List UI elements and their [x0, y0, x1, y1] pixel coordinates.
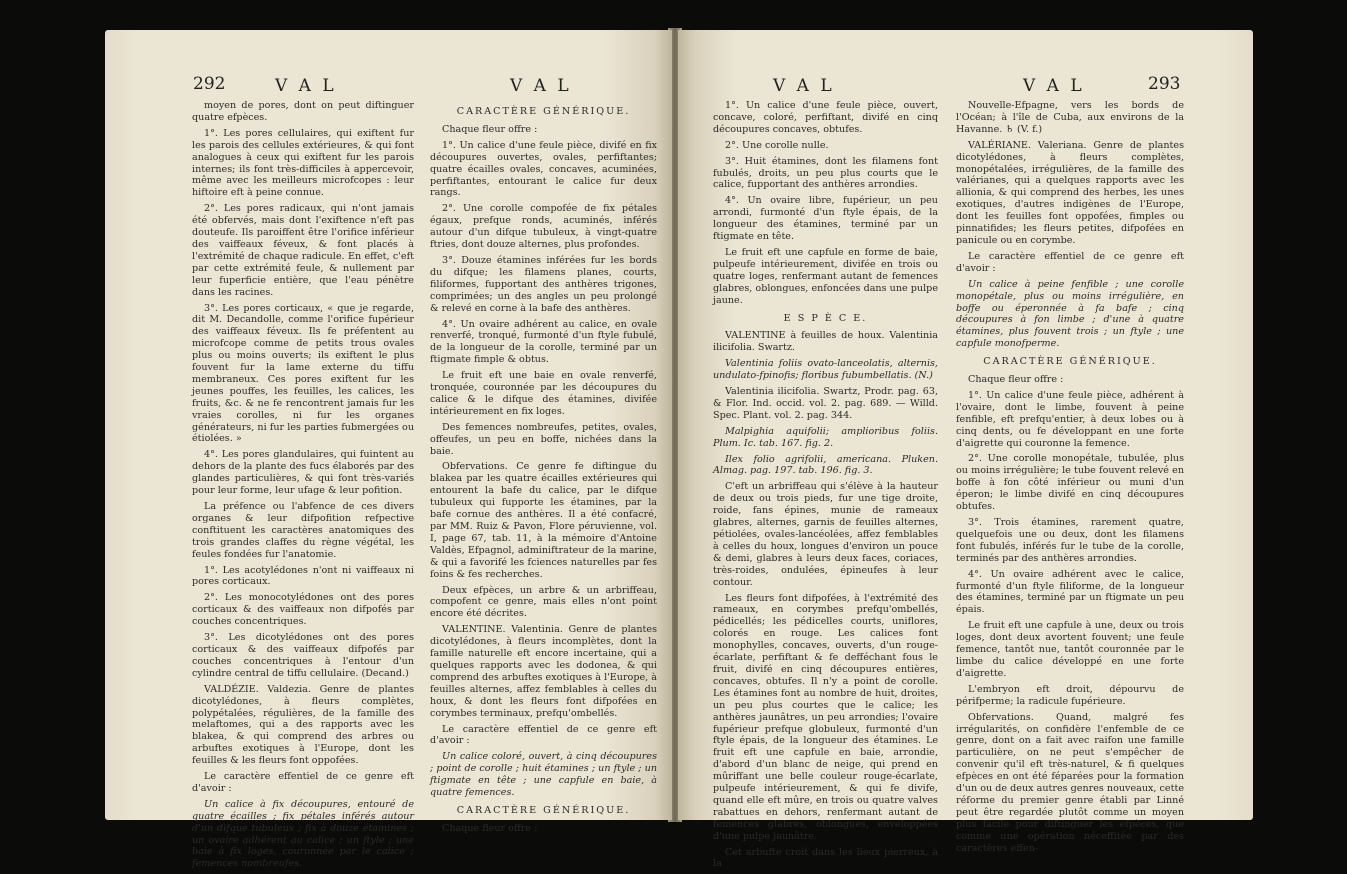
paragraph: Le fruit eft une baie en ovale renverfé, tronquée, couronnée par les découpures du calice & le difque des étamines, divifée intérieurement en fix loges. [430, 370, 657, 417]
paragraph: 2°. Les monocotylédones ont des pores corticaux & des vaiffeaux non difpofés par couches concentriques. [192, 592, 414, 628]
paragraph: E S P È C E. [783, 312, 868, 324]
paragraph: C'eft un arbriffeau qui s'élève à la hauteur de deux ou trois pieds, fur une tige droite, roide, fans épines, munie de rameaux glabres, alternes, garnis de feuilles alternes, pétiolées, ovales-lancéolées, affez femblables à celles du houx, longues d'environ un pouce & demi, glabres à leurs deux faces, coriaces, très-roides, ondulées, épineufes à leur contour. [713, 481, 938, 588]
text-column-1 [713, 100, 938, 874]
paragraph: Valentinia ilicifolia. Swartz, Prodr. pag. 63, & Flor. Ind. occid. vol. 2. pag. 689. — Willd. Spec. Plant. vol. 2. pag. 344. [713, 386, 938, 421]
paragraph: Un calice à fix découpures, entouré de quatre écailles ; fix pétales inférés autour d'un difque tubuleux ; fix à douze étamines ; un ovaire adhérent au calice ; un ftyle ; une baie à fix loges, couronnée par le calice ; femences nombreufes. [192, 798, 414, 870]
paragraph: CARACTÈRE GÉNÉRIQUE. [456, 804, 631, 816]
paragraph: Un calice coloré, ouvert, à cinq découpures ; point de corolle ; huit étamines ; un ftyle ; un ftigmate en tête ; une capfule en baie, à quatre femences. [430, 751, 657, 799]
paragraph: La préfence ou l'abfence de ces divers organes & leur difpofition refpective conftituent les caractères anatomiques des trois grandes claffes du règne végétal, les feules fondées fur l'anatomie. [192, 501, 414, 560]
text-column-2 [430, 100, 657, 839]
paragraph: 2°. Les pores radicaux, qui n'ont jamais été obfervés, mais dont l'exiftence n'eft pas douteufe. Ils paroiffent être l'orifice inférieur des vaiffeaux féveux, & font placés à l'extrémité de chaque radicule. En effet, c'eft par cette extrémité feule, & nullement par leur fuperficie entière, que l'eau pénètre dans les racines. [192, 203, 414, 298]
paragraph: 3°. Huit étamines, dont les filamens font fubulés, droits, un peu plus courts que le calice, fupportant des anthères arrondies. [713, 155, 938, 191]
paragraph: CARACTÈRE GÉNÉRIQUE. [456, 106, 631, 117]
paragraph: Nouvelle-Efpagne, vers les bords de l'Océan; à l'île de Cuba, aux environs de la Havanne. ♄ (V. f.) [956, 100, 1184, 135]
paragraph: Obfervations. Quand, malgré fes irrégularités, on confidère l'enfemble de ce genre, dont on a fait avec raifon une famille particulière, on ne peut s'empêcher de convenir qu'il eft très-naturel, & fi quelques efpèces en ont été féparées pour la formation d'un ou de deux autres genres nouveaux, cette réforme du premier genre établi par Linné peut être regardée plutôt comme un moyen plus facile pour diftinguer les efpèces, que comme une opération néceffitée par des caractères effen- [956, 711, 1184, 854]
paragraph: 1°. Un calice d'une feule pièce, adhérent à l'ovaire, dont le limbe, fouvent à peine fenfible, eft prefqu'entier, à deux lobes ou à cinq dents, ou fe développant en une forte d'aigrette qui couronne la femence. [956, 389, 1184, 449]
paragraph: 1°. Les acotylédones n'ont ni vaiffeaux ni pores corticaux. [192, 564, 414, 588]
paragraph: Le fruit eft une capfule à une, deux ou trois loges, dont deux avortent fouvent; une feule femence, tantôt nue, tantôt couronnée par le limbe du calice développé en une forte d'aigrette. [956, 620, 1184, 679]
paragraph: VALENTINE à feuilles de houx. Valentinia ilicifolia. Swartz. [713, 330, 938, 354]
paragraph: Les fleurs font difpofées, à l'extrémité des rameaux, en corymbes prefqu'ombellés, pédicellés; les pédicelles courts, uniflores, colorés en rouge. Les calices font monophylles, concaves, ouverts, d'un rouge-écarlate, perfiftant & fe defféchant fous le fruit, divifé en cinq découpures entières, concaves, obtufes. Il n'y a point de corolle. Les étamines font au nombre de huit, droites, un peu plus courtes que le calice; les anthères jaunâtres, un peu arrondies; l'ovaire fupérieur prefque globuleux, furmonté d'un ftyle épais, de la longueur des étamines. Le fruit eft une capfule en baie, arrondie, d'abord d'un blanc de neige, qui prend en mûriffant une belle couleur rouge-écarlate, pulpeufe intérieurement, & qui fe divife, quand elle eft mûre, en trois ou quatre valves rabattues en dehors, renfermant autant de femences glabres, oblongues, enveloppées d'une pulpe jaunâtre. [713, 592, 938, 842]
paragraph: 4°. Un ovaire adhérent avec le calice, furmonté d'un ftyle filiforme, de la longueur des étamines, terminé par un ftigmate un peu épais. [956, 568, 1184, 616]
paragraph: 3°. Douze étamines inférées fur les bords du difque; les filamens planes, courts, filiformes, fupportant des anthères trigones, comprimées; un des angles un peu prolongé & relevé en corne à la bafe des anthères. [430, 254, 657, 314]
paragraph: 3°. Trois étamines, rarement quatre, quelquefois une ou deux, dont les filamens font fubulés, inférés fur le tube de la corolle, terminés par des anthères arrondies. [956, 517, 1184, 564]
paragraph: 3°. Les pores corticaux, « que je regarde, dit M. Decandolle, comme l'orifice fupérieur des vaiffeaux féveux. Ils fe préfentent au microfcope comme de petits trous ovales plus ou moins ouverts; ils exiftent le plus fouvent fur la lame externe du tiffu membraneux. Ces pores exiftent fur les jeunes pouffes, les feuilles, les calices, les fruits, &c. & ne fe rencontrent jamais fur les vraies corolles, ni fur les organes générateurs, ni fur les parties fubmergées ou étiolées. » [192, 302, 414, 445]
paragraph: Le caractère effentiel de ce genre eft d'avoir : [192, 771, 414, 794]
paragraph: Chaque fleur offre : [442, 822, 538, 834]
paragraph: 3°. Les dicotylédones ont des pores corticaux & des vaiffeaux difpofés par couches concentriques à l'entour d'un cylindre central de tiffu cellulaire. (Decand.) [192, 632, 414, 679]
page-number: 293 [1148, 74, 1181, 94]
left-page [105, 30, 672, 870]
paragraph: Malpighia aquifolii; amplioribus foliis. Plum. Ic. tab. 167. fig. 2. [713, 425, 938, 449]
paragraph: 4°. Un ovaire libre, fupérieur, un peu arrondi, furmonté d'un ftyle épais, de la longueur des étamines, terminé par un ftigmate en tête. [713, 195, 938, 243]
text-column-1 [192, 100, 414, 874]
text-column-2 [956, 100, 1184, 858]
running-head-left: V A L [275, 76, 337, 96]
paragraph: VALENTINE. Valentinia. Genre de plantes dicotylédones, à fleurs incomplètes, dont la famille naturelle eft encore incertaine, qui a quelques rapports avec les dodonea, & qui comprend des arbuftes exotiques à l'Europe, à feuilles alternes, affez femblables à celles du houx, & dont les fleurs font difpofées en corymbes terminaux, prefqu'ombellés. [430, 624, 657, 719]
paragraph: Valentinia foliis ovato-lanceolatis, alternis, undulato-fpinofis; floribus fubumbellatis. (N.) [713, 358, 938, 382]
paragraph: 2°. Une corolle nulle. [725, 139, 829, 151]
paragraph: Ilex folio agrifolii, americana. Pluken. Almag. pag. 197. tab. 196. fig. 3. [713, 453, 938, 477]
paragraph: VALDÉZIE. Valdezia. Genre de plantes dicotylédones, à fleurs complètes, polypétalées, régulières, de la famille des melaftomes, qui a des rapports avec les blakea, & qui comprend des arbres ou arbuftes exotiques à l'Europe, dont les feuilles & les fleurs font oppofées. [192, 683, 414, 767]
paragraph: 1°. Les pores cellulaires, qui exiftent fur les parois des cellules extérieures, & qui font analogues à ceux qui exiftent fur les parois internes; ils font très-difficiles à appercevoir, même avec les meilleurs microfcopes : leur hiftoire eft à peine connue. [192, 127, 414, 199]
paragraph: Le caractère effentiel de ce genre eft d'avoir : [430, 723, 657, 747]
paragraph: Obfervations. Ce genre fe diftingue du blakea par les quatre écailles extérieures qui entourent la bafe du calice, par le difque tubuleux qui fupporte les étamines, par la bafe cornue des anthères. Il a été confacré, par MM. Ruiz & Pavon, Flore péruvienne, vol. I, page 67, tab. 11, à la mémoire d'Antoine Valdès, Efpagnol, adminiftrateur de la marine, & qui a favorifé les fciences naturelles par fes foins & fes recherches. [430, 461, 657, 580]
paragraph: 4°. Un ovaire adhérent au calice, en ovale renverfé, tronqué, furmonté d'un ftyle fubulé, de la longueur de la corolle, terminé par un ftigmate fimple & obtus. [430, 318, 657, 366]
right-page [678, 30, 1253, 870]
paragraph: L'embryon eft droit, dépourvu de périfperme; la radicule fupérieure. [956, 683, 1184, 707]
running-head-left: V A L [773, 76, 835, 96]
paragraph: VALÉRIANE. Valeriana. Genre de plantes dicotylédones, à fleurs complètes, monopétalées, irrégulières, de la famille des valérianes, qui a quelques rapports avec les allionia, & qui comprend des herbes, les unes exotiques, d'autres indigènes de l'Europe, dont les feuilles font oppofées, fimples ou pinnatifides; les fleurs petites, difpofées en panicule ou en corymbe. [956, 139, 1184, 246]
paragraph: Le fruit eft une capfule en forme de baie, pulpeufe intérieurement, divifée en trois ou quatre loges, renfermant autant de femences glabres, oblongues, enfoncées dans une pulpe jaune. [713, 246, 938, 306]
page-number: 292 [193, 74, 226, 94]
paragraph: Deux efpèces, un arbre & un arbriffeau, compofent ce genre, mais elles n'ont point encore été décrites. [430, 584, 657, 620]
paragraph: 4°. Les pores glandulaires, qui fuintent au dehors de la plante des fucs élaborés par des glandes particulières, & qui font très-variés pour leur forme, leur ufage & leur pofition. [192, 449, 414, 497]
paragraph: moyen de pores, dont on peut diftinguer quatre efpèces. [192, 100, 414, 123]
paragraph: Des femences nombreufes, petites, ovales, offeufes, un peu en boffe, nichées dans la baie. [430, 421, 657, 457]
running-head-right: V A L [1023, 76, 1085, 96]
paragraph: 2°. Une corolle monopétale, tubulée, plus ou moins irrégulière; le tube fouvent relevé en boffe à fon côté inférieur ou muni d'un éperon; le limbe divifé en cinq découpures obtufes. [956, 453, 1184, 513]
paragraph: Un calice à peine fenfible ; une corolle monopétale, plus ou moins irrégulière, en boffe ou éperonnée à fa bafe ; cinq découpures à fon limbe ; d'une à quatre étamines, plus fouvent trois ; un ftyle ; une capfule monofperme. [956, 278, 1184, 350]
paragraph: 1°. Un calice d'une feule pièce, divifé en fix découpures ouvertes, ovales, perfiftantes; quatre écailles ovales, concaves, acuminées, perfiftantes, entourant le calice fur deux rangs. [430, 139, 657, 199]
paragraph: Chaque fleur offre : [968, 374, 1064, 386]
paragraph: Le caractère effentiel de ce genre eft d'avoir : [956, 250, 1184, 274]
running-head-right: V A L [510, 76, 572, 96]
paragraph: Chaque fleur offre : [442, 123, 538, 135]
paragraph: CARACTÈRE GÉNÉRIQUE. [983, 356, 1157, 368]
paragraph: Cet arbufte croît dans les lieux pierreux, à la [713, 846, 938, 870]
paragraph: 1°. Un calice d'une feule pièce, ouvert, concave, coloré, perfiftant, divifé en cinq découpures concaves, obtufes. [713, 100, 938, 135]
paragraph: 2°. Une corolle compofée de fix pétales égaux, prefque ronds, acuminés, inférés autour d'un difque tubuleux, à vingt-quatre ftries, dont douze alternes, plus profondes. [430, 203, 657, 251]
